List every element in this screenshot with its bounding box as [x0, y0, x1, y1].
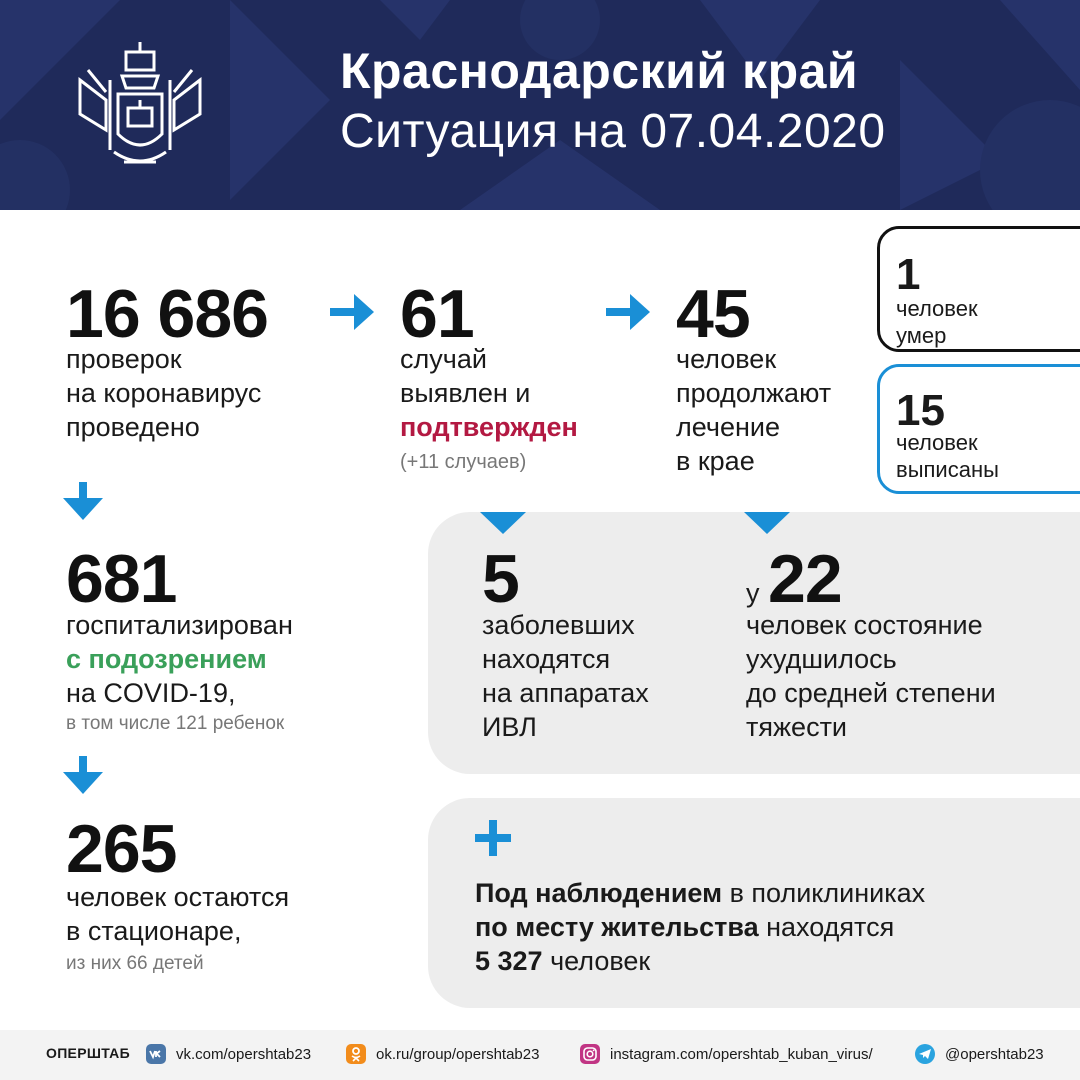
worsened-number: 22 — [768, 541, 842, 617]
died-label — [896, 295, 978, 349]
header-banner — [0, 0, 1080, 210]
treatment-label — [676, 342, 831, 478]
died-number: 1 — [896, 250, 921, 299]
ventilator-line2: находятся — [482, 644, 611, 674]
instagram-icon — [580, 1044, 600, 1064]
confirmed-note: (+11 случаев) — [400, 451, 527, 473]
died-card — [877, 226, 1080, 352]
observation-bold1: Под наблюдением — [475, 878, 723, 908]
stationary-line2: в стационаре, — [66, 916, 242, 946]
hospitalized-line3: на COVID-19, — [66, 678, 236, 708]
treatment-line3: лечение — [676, 412, 780, 442]
hospitalized-line1: госпитализирован — [66, 610, 293, 640]
tests-number: 16 686 — [66, 276, 268, 352]
arrow-down-icon — [61, 482, 105, 522]
tests-line1: проверок — [66, 344, 182, 374]
discharged-line2: выписаны — [896, 457, 999, 482]
arrow-right-icon — [606, 292, 650, 332]
confirmed-label — [400, 342, 578, 444]
confirmed-line2: выявлен и — [400, 378, 531, 408]
confirmed-number: 61 — [400, 276, 474, 352]
stationary-number: 265 — [66, 811, 177, 887]
stationary-line1: человек остаются — [66, 882, 290, 912]
discharged-label — [896, 429, 999, 483]
discharged-number: 15 — [896, 386, 945, 435]
discharged-card — [877, 364, 1080, 494]
worsened-line2: ухудшилось — [746, 644, 897, 674]
tests-label — [66, 342, 261, 444]
observation-line3 — [475, 944, 925, 978]
hospitalized-number: 681 — [66, 541, 177, 617]
triangle-down-icon — [744, 512, 790, 536]
footer-vk-link[interactable] — [146, 1044, 311, 1064]
treatment-number: 45 — [676, 276, 750, 352]
worsened-line3: до средней степени — [746, 678, 996, 708]
ventilator-number: 5 — [482, 541, 519, 617]
observation-text2: находятся — [758, 912, 895, 942]
odnoklassniki-icon — [346, 1044, 366, 1064]
observation-bold2: по месту жительства — [475, 912, 759, 942]
arrow-right-icon — [330, 292, 374, 332]
worsened-label — [746, 608, 996, 744]
observation-text — [475, 876, 925, 978]
ventilator-line3: на аппаратах — [482, 678, 649, 708]
worsened-prefix: у — [746, 578, 760, 608]
footer-ok-text: ok.ru/group/opershtab23 — [376, 1045, 540, 1063]
footer — [0, 1030, 1080, 1080]
footer-instagram-text: instagram.com/opershtab_kuban_virus/ — [610, 1045, 873, 1063]
footer-ok-link[interactable] — [346, 1044, 539, 1064]
ventilator-label — [482, 608, 649, 744]
observation-line2 — [475, 910, 925, 944]
stationary-note: из них 66 детей — [66, 953, 204, 974]
treatment-line1: человек — [676, 344, 777, 374]
worsened-line4: тяжести — [746, 712, 848, 742]
worsened-line1: человек состояние — [746, 610, 983, 640]
hospitalized-label — [66, 608, 293, 710]
observation-line1 — [475, 876, 925, 910]
died-line2: умер — [896, 323, 947, 348]
ventilator-line4: ИВЛ — [482, 712, 537, 742]
tests-line2: на коронавирус — [66, 378, 262, 408]
confirmed-highlight: подтвержден — [400, 412, 578, 442]
discharged-line1: человек — [896, 430, 978, 455]
confirmed-line1: случай — [400, 344, 487, 374]
ventilator-line1: заболевших — [482, 610, 635, 640]
plus-icon — [475, 820, 511, 856]
arrow-down-icon — [61, 756, 105, 796]
tests-line3: проведено — [66, 412, 200, 442]
footer-vk-text: vk.com/opershtab23 — [176, 1045, 312, 1063]
footer-brand: ОПЕРШТАБ — [46, 1045, 130, 1061]
observation-text3: человек — [542, 946, 651, 976]
footer-telegram-text: @opershtab23 — [945, 1045, 1044, 1063]
page-title: Краснодарский край — [340, 43, 859, 99]
hospitalized-highlight: с подозрением — [66, 644, 267, 674]
observation-text1: в поликлиниках — [722, 878, 926, 908]
died-line1: человек — [896, 296, 978, 321]
treatment-line4: в крае — [676, 446, 755, 476]
hospitalized-note: в том числе 121 ребенок — [66, 713, 285, 734]
observation-bold3: 5 327 — [475, 946, 543, 976]
coat-of-arms-icon — [70, 40, 210, 180]
footer-telegram-link[interactable] — [915, 1044, 1044, 1064]
triangle-down-icon — [480, 512, 526, 536]
treatment-line2: продолжают — [676, 378, 832, 408]
page-subtitle: Ситуация на 07.04.2020 — [340, 105, 886, 158]
telegram-icon — [915, 1044, 935, 1064]
footer-instagram-link[interactable] — [580, 1044, 873, 1064]
stationary-label — [66, 880, 289, 948]
vk-icon — [146, 1044, 166, 1064]
